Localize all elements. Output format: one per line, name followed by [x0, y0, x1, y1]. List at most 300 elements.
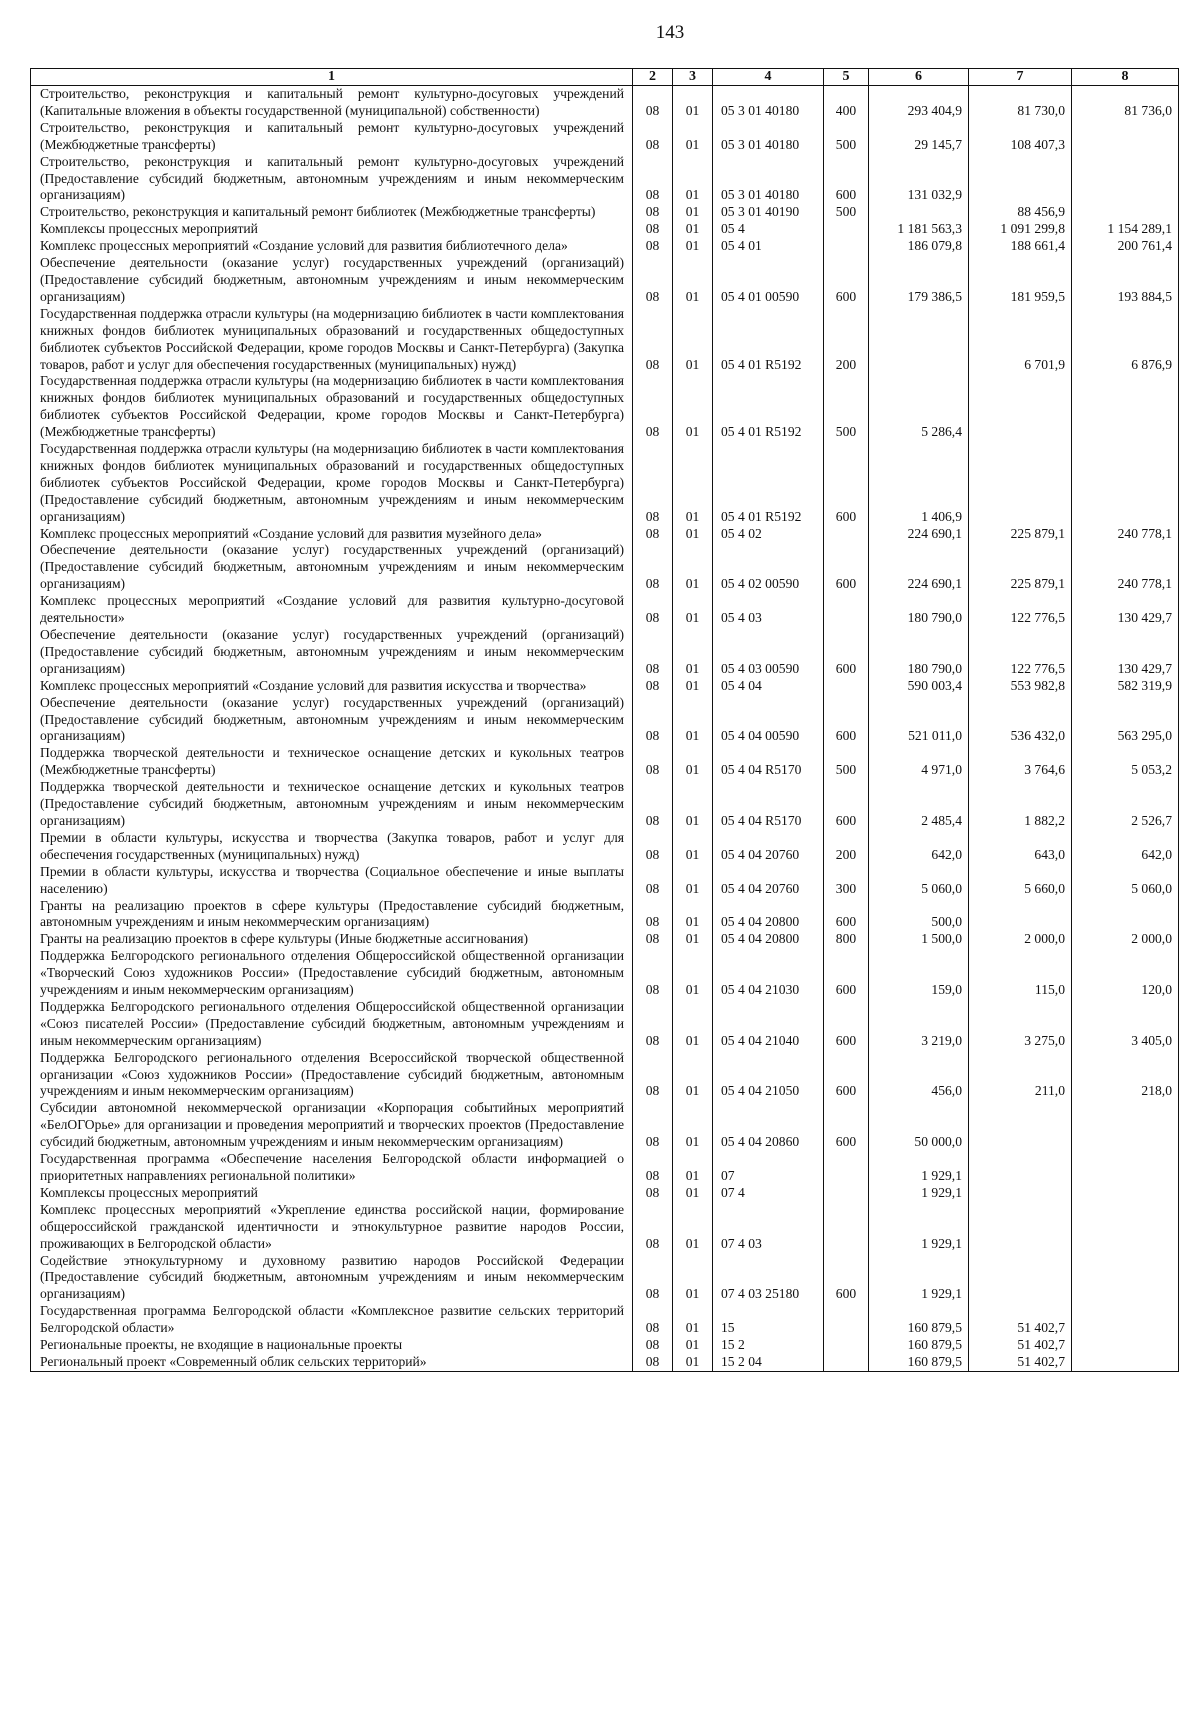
subsection-code: 01: [673, 221, 713, 238]
amount-col-7: 643,0: [969, 830, 1072, 864]
amount-col-8: [1072, 898, 1179, 932]
amount-col-6: 1 929,1: [869, 1151, 969, 1185]
table-row: [31, 255, 1179, 306]
amount-col-7: 225 879,1: [969, 526, 1072, 543]
target-article-code: 05 4 02 00590: [713, 542, 824, 593]
amount-col-6: 160 879,5: [869, 1354, 969, 1371]
amount-col-8: [1072, 1337, 1179, 1354]
amount-col-8: [1072, 120, 1179, 154]
section-code: 08: [633, 238, 673, 255]
amount-col-7: 536 432,0: [969, 695, 1072, 746]
amount-col-7: [969, 1185, 1072, 1202]
expense-type-code: 600: [824, 1050, 869, 1101]
amount-col-7: 115,0: [969, 948, 1072, 999]
subsection-code: 01: [673, 830, 713, 864]
amount-col-7: 51 402,7: [969, 1354, 1072, 1371]
amount-col-6: 50 000,0: [869, 1100, 969, 1151]
subsection-code: 01: [673, 542, 713, 593]
amount-col-6: 500,0: [869, 898, 969, 932]
target-article-code: 07 4: [713, 1185, 824, 1202]
expense-type-code: 600: [824, 255, 869, 306]
target-article-code: 05 4 03 00590: [713, 627, 824, 678]
section-code: 08: [633, 1337, 673, 1354]
section-code: 08: [633, 373, 673, 441]
target-article-code: 15 2 04: [713, 1354, 824, 1371]
expense-type-code: 600: [824, 154, 869, 205]
amount-col-6: 180 790,0: [869, 627, 969, 678]
amount-col-8: 130 429,7: [1072, 593, 1179, 627]
subsection-code: 01: [673, 627, 713, 678]
amount-col-8: 120,0: [1072, 948, 1179, 999]
amount-col-6: 160 879,5: [869, 1337, 969, 1354]
amount-col-7: [969, 1100, 1072, 1151]
expense-name: Гранты на реализацию проектов в сфере культуры (Иные бюджетные ассигнования): [31, 931, 633, 948]
expense-name: Комплексы процессных мероприятий: [31, 1185, 633, 1202]
amount-col-7: 51 402,7: [969, 1303, 1072, 1337]
table-row: [31, 221, 1179, 238]
section-code: 08: [633, 221, 673, 238]
expense-name: Обеспечение деятельности (оказание услуг) государственных учреждений (организаций) (Предоставление субсидий бюджетным, автономным учреждениям и иным некоммерческим организациям): [31, 695, 633, 746]
table-row: [31, 86, 1179, 120]
header-col-2: 2: [633, 69, 673, 86]
subsection-code: 01: [673, 255, 713, 306]
expense-name: Содействие этнокультурному и духовному развитию народов Российской Федерации (Предоставление субсидий бюджетным, автономным учреждениям и иным некоммерческим организациям): [31, 1253, 633, 1304]
expense-name: Обеспечение деятельности (оказание услуг) государственных учреждений (организаций) (Предоставление субсидий бюджетным, автономным учреждениям и иным некоммерческим организациям): [31, 255, 633, 306]
table-row: [31, 695, 1179, 746]
target-article-code: 05 4 04 20760: [713, 864, 824, 898]
header-col-7: 7: [969, 69, 1072, 86]
subsection-code: 01: [673, 779, 713, 830]
target-article-code: 05 4 04 20860: [713, 1100, 824, 1151]
table-row: [31, 306, 1179, 374]
table-row: [31, 120, 1179, 154]
expense-type-code: 600: [824, 948, 869, 999]
amount-col-6: 179 386,5: [869, 255, 969, 306]
amount-col-7: [969, 1253, 1072, 1304]
section-code: 08: [633, 1185, 673, 1202]
subsection-code: 01: [673, 931, 713, 948]
header-col-5: 5: [824, 69, 869, 86]
section-code: 08: [633, 898, 673, 932]
subsection-code: 01: [673, 373, 713, 441]
target-article-code: 05 4 01 R5192: [713, 306, 824, 374]
expense-type-code: [824, 593, 869, 627]
amount-col-6: 180 790,0: [869, 593, 969, 627]
expense-name: Государственная поддержка отрасли культуры (на модернизацию библиотек в части комплектования книжных фондов библиотек муниципальных образований и государственных общедоступных библиотек субъектов Российской Федерации, кроме городов Москвы и Санкт-Петербурга) (Межбюджетные трансферты): [31, 373, 633, 441]
expense-type-code: [824, 1303, 869, 1337]
section-code: 08: [633, 999, 673, 1050]
amount-col-8: 582 319,9: [1072, 678, 1179, 695]
expense-name: Премии в области культуры, искусства и творчества (Закупка товаров, работ и услуг для обеспечения государственных (муниципальных) нужд): [31, 830, 633, 864]
table-row: [31, 154, 1179, 205]
target-article-code: 05 3 01 40180: [713, 154, 824, 205]
expense-type-code: 600: [824, 627, 869, 678]
section-code: 08: [633, 86, 673, 120]
expense-name: Строительство, реконструкция и капитальный ремонт культурно-досуговых учреждений (Межбюджетные трансферты): [31, 120, 633, 154]
expense-type-code: 600: [824, 1100, 869, 1151]
amount-col-6: 1 929,1: [869, 1185, 969, 1202]
amount-col-8: 5 053,2: [1072, 745, 1179, 779]
subsection-code: 01: [673, 86, 713, 120]
subsection-code: 01: [673, 695, 713, 746]
amount-col-6: 160 879,5: [869, 1303, 969, 1337]
amount-col-7: [969, 154, 1072, 205]
amount-col-6: 1 929,1: [869, 1253, 969, 1304]
amount-col-8: 240 778,1: [1072, 542, 1179, 593]
amount-col-8: [1072, 1151, 1179, 1185]
target-article-code: 15 2: [713, 1337, 824, 1354]
subsection-code: 01: [673, 898, 713, 932]
amount-col-6: 5 060,0: [869, 864, 969, 898]
target-article-code: 07 4 03 25180: [713, 1253, 824, 1304]
table-row: [31, 864, 1179, 898]
target-article-code: 05 4 04 20800: [713, 898, 824, 932]
target-article-code: 05 4 04 20760: [713, 830, 824, 864]
expense-name: Региональный проект «Современный облик сельских территорий»: [31, 1354, 633, 1371]
expense-type-code: [824, 221, 869, 238]
expense-name: Комплекс процессных мероприятий «Создание условий для развития библиотечного дела»: [31, 238, 633, 255]
expense-name: Комплекс процессных мероприятий «Укрепление единства российской нации, формирование общероссийской гражданской идентичности и этнокультурное развитие народов России, проживающих в Белгородской области»: [31, 1202, 633, 1253]
table-row: [31, 1337, 1179, 1354]
amount-col-7: 188 661,4: [969, 238, 1072, 255]
amount-col-6: 456,0: [869, 1050, 969, 1101]
amount-col-6: 224 690,1: [869, 526, 969, 543]
amount-col-7: 5 660,0: [969, 864, 1072, 898]
expense-type-code: [824, 1202, 869, 1253]
expense-type-code: [824, 1151, 869, 1185]
amount-col-7: 3 275,0: [969, 999, 1072, 1050]
subsection-code: 01: [673, 1337, 713, 1354]
expense-type-code: 600: [824, 695, 869, 746]
section-code: 08: [633, 306, 673, 374]
amount-col-6: 3 219,0: [869, 999, 969, 1050]
section-code: 08: [633, 1202, 673, 1253]
expense-type-code: 200: [824, 306, 869, 374]
expense-type-code: 500: [824, 373, 869, 441]
target-article-code: 05 4 04 R5170: [713, 745, 824, 779]
table-row: [31, 1354, 1179, 1371]
subsection-code: 01: [673, 948, 713, 999]
expense-name: Обеспечение деятельности (оказание услуг) государственных учреждений (организаций) (Предоставление субсидий бюджетным, автономным учреждениям и иным некоммерческим организациям): [31, 627, 633, 678]
target-article-code: 05 4 01 00590: [713, 255, 824, 306]
expense-type-code: 400: [824, 86, 869, 120]
expense-type-code: 500: [824, 120, 869, 154]
expense-name: Поддержка творческой деятельности и техническое оснащение детских и кукольных театров (Межбюджетные трансферты): [31, 745, 633, 779]
amount-col-6: 590 003,4: [869, 678, 969, 695]
section-code: 08: [633, 1050, 673, 1101]
target-article-code: 05 3 01 40180: [713, 120, 824, 154]
target-article-code: 05 4 04 20800: [713, 931, 824, 948]
table-row: [31, 779, 1179, 830]
amount-col-6: 1 929,1: [869, 1202, 969, 1253]
expense-name: Премии в области культуры, искусства и творчества (Социальное обеспечение и иные выплаты населению): [31, 864, 633, 898]
expense-name: Строительство, реконструкция и капитальный ремонт культурно-досуговых учреждений (Капитальные вложения в объекты государственной (муниципальной) собственности): [31, 86, 633, 120]
amount-col-7: 181 959,5: [969, 255, 1072, 306]
table-row: [31, 238, 1179, 255]
expense-type-code: 500: [824, 204, 869, 221]
header-col-4: 4: [713, 69, 824, 86]
subsection-code: 01: [673, 593, 713, 627]
subsection-code: 01: [673, 154, 713, 205]
table-row: [31, 373, 1179, 441]
expense-name: Строительство, реконструкция и капитальный ремонт культурно-досуговых учреждений (Предоставление субсидий бюджетным, автономным учреждениям и иным некоммерческим организациям): [31, 154, 633, 205]
amount-col-6: 29 145,7: [869, 120, 969, 154]
target-article-code: 05 4 01: [713, 238, 824, 255]
subsection-code: 01: [673, 441, 713, 526]
amount-col-8: 6 876,9: [1072, 306, 1179, 374]
amount-col-6: 5 286,4: [869, 373, 969, 441]
amount-col-8: 3 405,0: [1072, 999, 1179, 1050]
amount-col-6: 224 690,1: [869, 542, 969, 593]
table-row: [31, 204, 1179, 221]
target-article-code: 07: [713, 1151, 824, 1185]
amount-col-7: 81 730,0: [969, 86, 1072, 120]
subsection-code: 01: [673, 864, 713, 898]
subsection-code: 01: [673, 1185, 713, 1202]
section-code: 08: [633, 1151, 673, 1185]
amount-col-6: 1 406,9: [869, 441, 969, 526]
amount-col-8: [1072, 1354, 1179, 1371]
target-article-code: 05 4 04 21050: [713, 1050, 824, 1101]
header-col-3: 3: [673, 69, 713, 86]
subsection-code: 01: [673, 745, 713, 779]
amount-col-7: 3 764,6: [969, 745, 1072, 779]
amount-col-8: 218,0: [1072, 1050, 1179, 1101]
section-code: 08: [633, 204, 673, 221]
table-row: [31, 678, 1179, 695]
subsection-code: 01: [673, 1253, 713, 1304]
amount-col-8: 81 736,0: [1072, 86, 1179, 120]
expense-type-code: 600: [824, 1253, 869, 1304]
subsection-code: 01: [673, 526, 713, 543]
amount-col-8: [1072, 373, 1179, 441]
section-code: 08: [633, 542, 673, 593]
expense-name: Региональные проекты, не входящие в национальные проекты: [31, 1337, 633, 1354]
subsection-code: 01: [673, 1100, 713, 1151]
target-article-code: 05 3 01 40180: [713, 86, 824, 120]
expense-name: Гранты на реализацию проектов в сфере культуры (Предоставление субсидий бюджетным, автономным учреждениям и иным некоммерческим организациям): [31, 898, 633, 932]
expense-name: Комплекс процессных мероприятий «Создание условий для развития музейного дела»: [31, 526, 633, 543]
expense-type-code: 500: [824, 745, 869, 779]
expense-type-code: [824, 1337, 869, 1354]
expense-name: Поддержка творческой деятельности и техническое оснащение детских и кукольных театров (Предоставление субсидий бюджетным, автономным учреждениям и иным некоммерческим организациям): [31, 779, 633, 830]
amount-col-8: [1072, 441, 1179, 526]
header-col-1: 1: [31, 69, 633, 86]
amount-col-6: 1 181 563,3: [869, 221, 969, 238]
expense-name: Государственная программа «Обеспечение населения Белгородской области информацией о приоритетных направлениях региональной политики»: [31, 1151, 633, 1185]
table-row: [31, 1185, 1179, 1202]
amount-col-6: [869, 306, 969, 374]
target-article-code: 05 4 04 21040: [713, 999, 824, 1050]
subsection-code: 01: [673, 1050, 713, 1101]
amount-col-8: 200 761,4: [1072, 238, 1179, 255]
amount-col-6: 4 971,0: [869, 745, 969, 779]
target-article-code: 05 4 02: [713, 526, 824, 543]
expense-type-code: 200: [824, 830, 869, 864]
amount-col-7: 122 776,5: [969, 627, 1072, 678]
subsection-code: 01: [673, 1303, 713, 1337]
target-article-code: 05 4 03: [713, 593, 824, 627]
expense-type-code: 300: [824, 864, 869, 898]
expense-type-code: [824, 678, 869, 695]
amount-col-7: 6 701,9: [969, 306, 1072, 374]
amount-col-6: 2 485,4: [869, 779, 969, 830]
amount-col-7: 108 407,3: [969, 120, 1072, 154]
amount-col-7: [969, 1202, 1072, 1253]
amount-col-8: 2 526,7: [1072, 779, 1179, 830]
amount-col-7: 2 000,0: [969, 931, 1072, 948]
amount-col-6: 521 011,0: [869, 695, 969, 746]
target-article-code: 05 4 04: [713, 678, 824, 695]
amount-col-8: [1072, 1303, 1179, 1337]
table-row: [31, 1151, 1179, 1185]
amount-col-6: 131 032,9: [869, 154, 969, 205]
budget-table: [30, 68, 1179, 1372]
section-code: 08: [633, 1303, 673, 1337]
section-code: 08: [633, 441, 673, 526]
section-code: 08: [633, 864, 673, 898]
amount-col-8: 563 295,0: [1072, 695, 1179, 746]
amount-col-8: 642,0: [1072, 830, 1179, 864]
amount-col-7: 88 456,9: [969, 204, 1072, 221]
section-code: 08: [633, 627, 673, 678]
table-row: [31, 898, 1179, 932]
amount-col-8: 5 060,0: [1072, 864, 1179, 898]
table-row: [31, 542, 1179, 593]
target-article-code: 05 4: [713, 221, 824, 238]
expense-type-code: 600: [824, 779, 869, 830]
section-code: 08: [633, 830, 673, 864]
expense-type-code: 600: [824, 898, 869, 932]
header-row: [31, 69, 1179, 86]
subsection-code: 01: [673, 1151, 713, 1185]
amount-col-8: 193 884,5: [1072, 255, 1179, 306]
subsection-code: 01: [673, 120, 713, 154]
amount-col-8: 130 429,7: [1072, 627, 1179, 678]
table-row: [31, 931, 1179, 948]
section-code: 08: [633, 931, 673, 948]
amount-col-6: 642,0: [869, 830, 969, 864]
amount-col-7: [969, 373, 1072, 441]
expense-name: Государственная поддержка отрасли культуры (на модернизацию библиотек в части комплектования книжных фондов библиотек муниципальных образований и государственных общедоступных библиотек субъектов Российской Федерации, кроме городов Москвы и Санкт-Петербурга) (Закупка товаров, работ и услуг для обеспечения государственных (муниципальных) нужд): [31, 306, 633, 374]
expense-type-code: [824, 1354, 869, 1371]
section-code: 08: [633, 678, 673, 695]
expense-type-code: 600: [824, 441, 869, 526]
expense-name: Государственная поддержка отрасли культуры (на модернизацию библиотек в части комплектования книжных фондов библиотек муниципальных образований и государственных общедоступных библиотек субъектов Российской Федерации, кроме городов Москвы и Санкт-Петербурга) (Предоставление субсидий бюджетным, автономным учреждениям и иным некоммерческим организациям): [31, 441, 633, 526]
expense-name: Поддержка Белгородского регионального отделения Всероссийской творческой общественной организации «Союз художников России» (Предоставление субсидий бюджетным, автономным учреждениям и иным некоммерческим организациям): [31, 1050, 633, 1101]
table-row: [31, 1050, 1179, 1101]
table-row: [31, 999, 1179, 1050]
table-row: [31, 1253, 1179, 1304]
target-article-code: 05 4 04 00590: [713, 695, 824, 746]
subsection-code: 01: [673, 238, 713, 255]
header-col-6: 6: [869, 69, 969, 86]
subsection-code: 01: [673, 306, 713, 374]
table-row: [31, 441, 1179, 526]
section-code: 08: [633, 154, 673, 205]
expense-type-code: [824, 238, 869, 255]
expense-type-code: 600: [824, 542, 869, 593]
table-row: [31, 830, 1179, 864]
header-col-8: 8: [1072, 69, 1179, 86]
expense-name: Комплексы процессных мероприятий: [31, 221, 633, 238]
subsection-code: 01: [673, 999, 713, 1050]
expense-name: Поддержка Белгородского регионального отделения Общероссийской общественной организации «Союз писателей России» (Предоставление субсидий бюджетным, автономным учреждениям и иным некоммерческим организациям): [31, 999, 633, 1050]
amount-col-7: 225 879,1: [969, 542, 1072, 593]
amount-col-6: 186 079,8: [869, 238, 969, 255]
table-body: [31, 86, 1179, 1372]
expense-type-code: 600: [824, 999, 869, 1050]
section-code: 08: [633, 1253, 673, 1304]
expense-name: Государственная программа Белгородской области «Комплексное развитие сельских территорий Белгородской области»: [31, 1303, 633, 1337]
amount-col-7: 51 402,7: [969, 1337, 1072, 1354]
amount-col-8: [1072, 1253, 1179, 1304]
table-row: [31, 948, 1179, 999]
section-code: 08: [633, 948, 673, 999]
section-code: 08: [633, 745, 673, 779]
section-code: 08: [633, 1354, 673, 1371]
expense-name: Субсидии автономной некоммерческой организации «Корпорация событийных мероприятий «БелОГОрье» для организации и проведения мероприятий и творческих проектов (Предоставление субсидий бюджетным, автономным учреждениям и иным некоммерческим организациям): [31, 1100, 633, 1151]
expense-name: Комплекс процессных мероприятий «Создание условий для развития искусства и творчества»: [31, 678, 633, 695]
table-row: [31, 1303, 1179, 1337]
section-code: 08: [633, 255, 673, 306]
section-code: 08: [633, 120, 673, 154]
amount-col-7: [969, 1151, 1072, 1185]
expense-name: Обеспечение деятельности (оказание услуг) государственных учреждений (организаций) (Предоставление субсидий бюджетным, автономным учреждениям и иным некоммерческим организациям): [31, 542, 633, 593]
target-article-code: 05 4 01 R5192: [713, 373, 824, 441]
amount-col-6: 159,0: [869, 948, 969, 999]
amount-col-8: [1072, 154, 1179, 205]
amount-col-8: 1 154 289,1: [1072, 221, 1179, 238]
amount-col-8: [1072, 1100, 1179, 1151]
target-article-code: 05 4 01 R5192: [713, 441, 824, 526]
expense-type-code: [824, 526, 869, 543]
section-code: 08: [633, 1100, 673, 1151]
section-code: 08: [633, 526, 673, 543]
subsection-code: 01: [673, 1354, 713, 1371]
subsection-code: 01: [673, 678, 713, 695]
amount-col-8: [1072, 1202, 1179, 1253]
amount-col-6: [869, 204, 969, 221]
amount-col-8: [1072, 1185, 1179, 1202]
amount-col-7: 211,0: [969, 1050, 1072, 1101]
amount-col-7: 553 982,8: [969, 678, 1072, 695]
section-code: 08: [633, 779, 673, 830]
target-article-code: 15: [713, 1303, 824, 1337]
amount-col-6: 293 404,9: [869, 86, 969, 120]
target-article-code: 05 4 04 R5170: [713, 779, 824, 830]
expense-type-code: 800: [824, 931, 869, 948]
section-code: 08: [633, 695, 673, 746]
amount-col-8: 2 000,0: [1072, 931, 1179, 948]
subsection-code: 01: [673, 204, 713, 221]
expense-name: Поддержка Белгородского регионального отделения Общероссийской общественной организации «Творческий Союз художников России» (Предоставление субсидий бюджетным, автономным учреждениям и иным некоммерческим организациям): [31, 948, 633, 999]
section-code: 08: [633, 593, 673, 627]
expense-name: Строительство, реконструкция и капитальный ремонт библиотек (Межбюджетные трансферты): [31, 204, 633, 221]
table-row: [31, 1100, 1179, 1151]
amount-col-7: [969, 441, 1072, 526]
amount-col-6: 1 500,0: [869, 931, 969, 948]
target-article-code: 05 3 01 40190: [713, 204, 824, 221]
target-article-code: 05 4 04 21030: [713, 948, 824, 999]
amount-col-7: 1 882,2: [969, 779, 1072, 830]
expense-type-code: [824, 1185, 869, 1202]
amount-col-7: [969, 898, 1072, 932]
amount-col-7: 1 091 299,8: [969, 221, 1072, 238]
table-row: [31, 593, 1179, 627]
subsection-code: 01: [673, 1202, 713, 1253]
table-row: [31, 1202, 1179, 1253]
